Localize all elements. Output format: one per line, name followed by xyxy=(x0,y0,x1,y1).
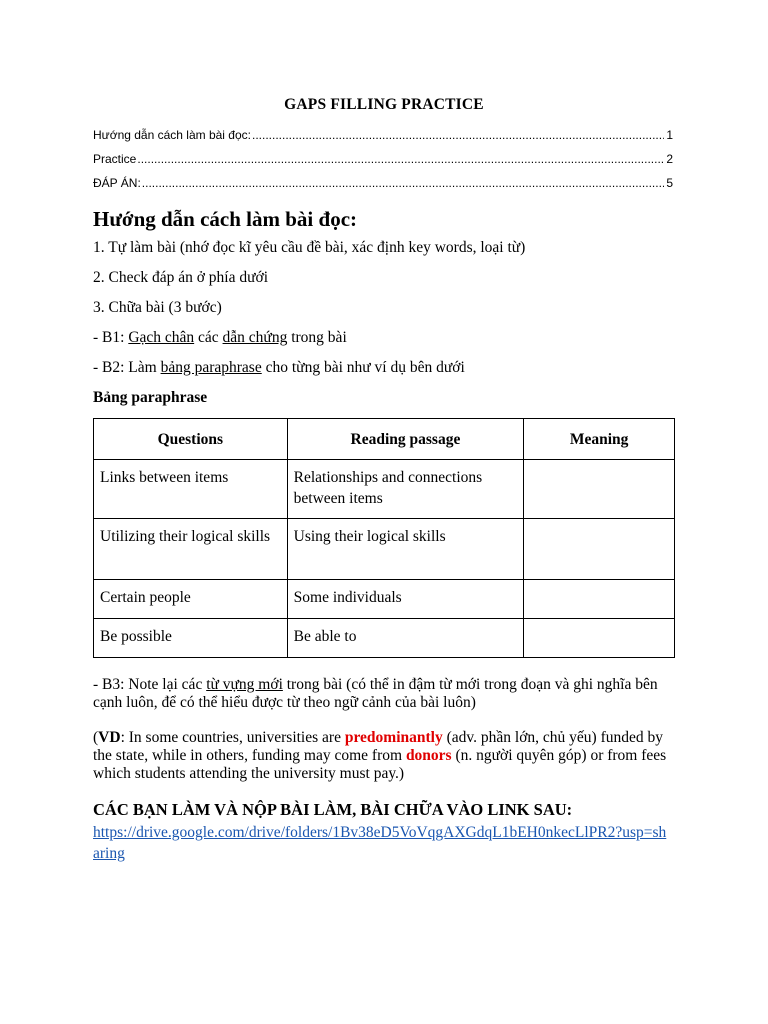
b1-underlined-2: dẫn chứng xyxy=(222,329,288,346)
table-cell: Links between items xyxy=(94,460,288,519)
example-open-paren: ( xyxy=(93,729,99,746)
table-cell: Some individuals xyxy=(287,580,524,619)
toc-page-number: 2 xyxy=(666,152,673,166)
table-row xyxy=(94,619,675,658)
table-cell: Certain people xyxy=(94,580,288,619)
table-row xyxy=(94,580,675,619)
toc-leader xyxy=(142,176,665,190)
submission-link[interactable]: https://drive.google.com/drive/folders/1Bv38eD5VoVqgAXGdqL1bEH0nkecLlPR2?usp=sharing xyxy=(93,824,667,862)
toc-entry-guide[interactable] xyxy=(93,128,673,142)
substep-b3 xyxy=(93,676,673,712)
b2-suffix: cho từng bài như ví dụ bên dưới xyxy=(261,359,465,376)
example-vocab-word-2: donors xyxy=(405,747,452,764)
example-text-2: (adv. phần lớn, chủ yếu) funded by the state, while in others, funding may come from xyxy=(93,729,663,764)
table-cell: Utilizing their logical skills xyxy=(94,519,288,580)
table-cell xyxy=(524,580,675,619)
b1-prefix: - B1: xyxy=(93,329,129,346)
b2-prefix: - B2: Làm xyxy=(93,359,161,376)
example-vocab-word-1: predominantly xyxy=(344,729,443,746)
b1-suffix: trong bài xyxy=(287,329,347,346)
b2-underlined: bảng paraphrase xyxy=(160,359,262,376)
paraphrase-table xyxy=(93,418,675,658)
toc-page-number: 5 xyxy=(666,176,673,190)
table-header-cell: Questions xyxy=(94,419,288,460)
table-cell: Using their logical skills xyxy=(287,519,524,580)
document-title: GAPS FILLING PRACTICE xyxy=(284,96,484,113)
toc-leader xyxy=(252,128,664,142)
toc-label: Practice xyxy=(93,152,137,166)
b1-underlined-1: Gạch chân xyxy=(128,329,195,346)
step-2: 2. Check đáp án ở phía dưới xyxy=(93,269,269,286)
table-row xyxy=(94,460,675,519)
table-cell xyxy=(524,519,675,580)
substep-b1 xyxy=(93,328,673,347)
table-title: Bảng paraphrase xyxy=(93,389,208,406)
toc-label: Hướng dẫn cách làm bài đọc: xyxy=(93,128,251,142)
toc-leader xyxy=(137,152,664,166)
table-header-row xyxy=(94,419,675,460)
toc-entry-answers[interactable] xyxy=(93,176,673,190)
table-cell: Be possible xyxy=(94,619,288,658)
table-header-cell: Meaning xyxy=(524,419,675,460)
substep-b2 xyxy=(93,358,673,377)
section-heading: Hướng dẫn cách làm bài đọc: xyxy=(93,207,358,231)
table-cell: Be able to xyxy=(287,619,524,658)
b3-suffix: trong bài (có thể in đậm từ mới trong đoạn và ghi nghĩa bên cạnh luôn, để có thể hiểu được từ theo ngữ cảnh của bài luôn) xyxy=(93,676,658,711)
example-text-3: (n. người quyên góp) or from fees which students attending the university must pay.) xyxy=(93,747,667,782)
b1-mid: các xyxy=(194,329,223,346)
b3-underlined: từ vựng mới xyxy=(206,676,283,693)
submission-link-wrap xyxy=(93,822,673,864)
table-row xyxy=(94,519,675,580)
table-cell xyxy=(524,460,675,519)
example-paragraph xyxy=(93,729,673,783)
b3-prefix: - B3: Note lại các xyxy=(93,676,207,693)
step-3: 3. Chữa bài (3 bước) xyxy=(93,299,222,316)
table-header-cell: Reading passage xyxy=(287,419,524,460)
example-vd-label: VD xyxy=(98,729,121,746)
table-cell: Relationships and connections between items xyxy=(287,460,524,519)
step-1: 1. Tự làm bài (nhớ đọc kĩ yêu cầu đề bài, xác định key words, loại từ) xyxy=(93,239,526,256)
toc-page-number: 1 xyxy=(666,128,673,142)
toc-entry-practice[interactable] xyxy=(93,152,673,166)
toc-label: ĐÁP ÁN: xyxy=(93,176,141,190)
table-cell xyxy=(524,619,675,658)
submission-instruction: CÁC BẠN LÀM VÀ NỘP BÀI LÀM, BÀI CHỮA VÀO LINK SAU: xyxy=(93,800,573,819)
example-text-1: : In some countries, universities are xyxy=(120,729,345,746)
